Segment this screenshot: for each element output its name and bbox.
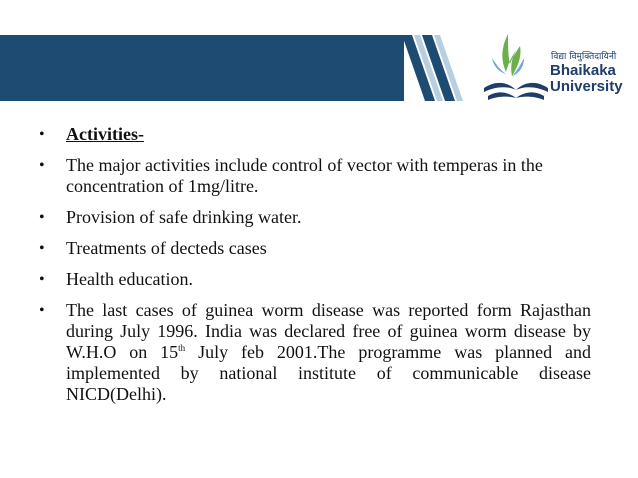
bullet-text: Treatments of decteds cases — [66, 238, 267, 258]
bullet-dot: • — [39, 209, 45, 226]
list-item — [38, 269, 591, 290]
logo-name-line2: University — [550, 78, 623, 95]
bullet-text: Provision of safe drinking water. — [66, 207, 302, 227]
bullet-text-part2: July feb 2001.The programme was planned and implemented by national institute of communicable disease NICD(Delhi). — [66, 342, 591, 404]
logo-hindi-motto: विद्या विमुक्तिदायिनी — [551, 52, 617, 62]
list-item — [38, 238, 591, 259]
bullet-dot: • — [39, 302, 45, 319]
bullet-dot: • — [39, 157, 45, 174]
ordinal-suffix: th — [178, 343, 186, 353]
logo-university-name — [550, 63, 623, 95]
bullet-dot: • — [39, 271, 45, 288]
bullet-text-part1: The last cases of guinea worm disease was reported form Rajasthan during July 1996. India was declared free of guinea worm disease by W.H.O on 15 — [66, 300, 591, 362]
bullet-text: Health education. — [66, 269, 193, 289]
bullet-dot: • — [39, 240, 45, 257]
list-item — [38, 207, 591, 228]
section-heading: Activities- — [66, 124, 144, 144]
bullet-text: The major activities include control of vector with temperas in the concentration of 1mg/litre. — [66, 155, 543, 196]
bullet-dot: • — [39, 126, 45, 143]
list-item — [38, 300, 591, 405]
header-stripes — [0, 0, 500, 120]
heading-item — [38, 124, 591, 145]
logo-name-line1: Bhaikaka — [550, 62, 616, 79]
slide-content — [38, 124, 591, 415]
list-item — [38, 155, 591, 197]
